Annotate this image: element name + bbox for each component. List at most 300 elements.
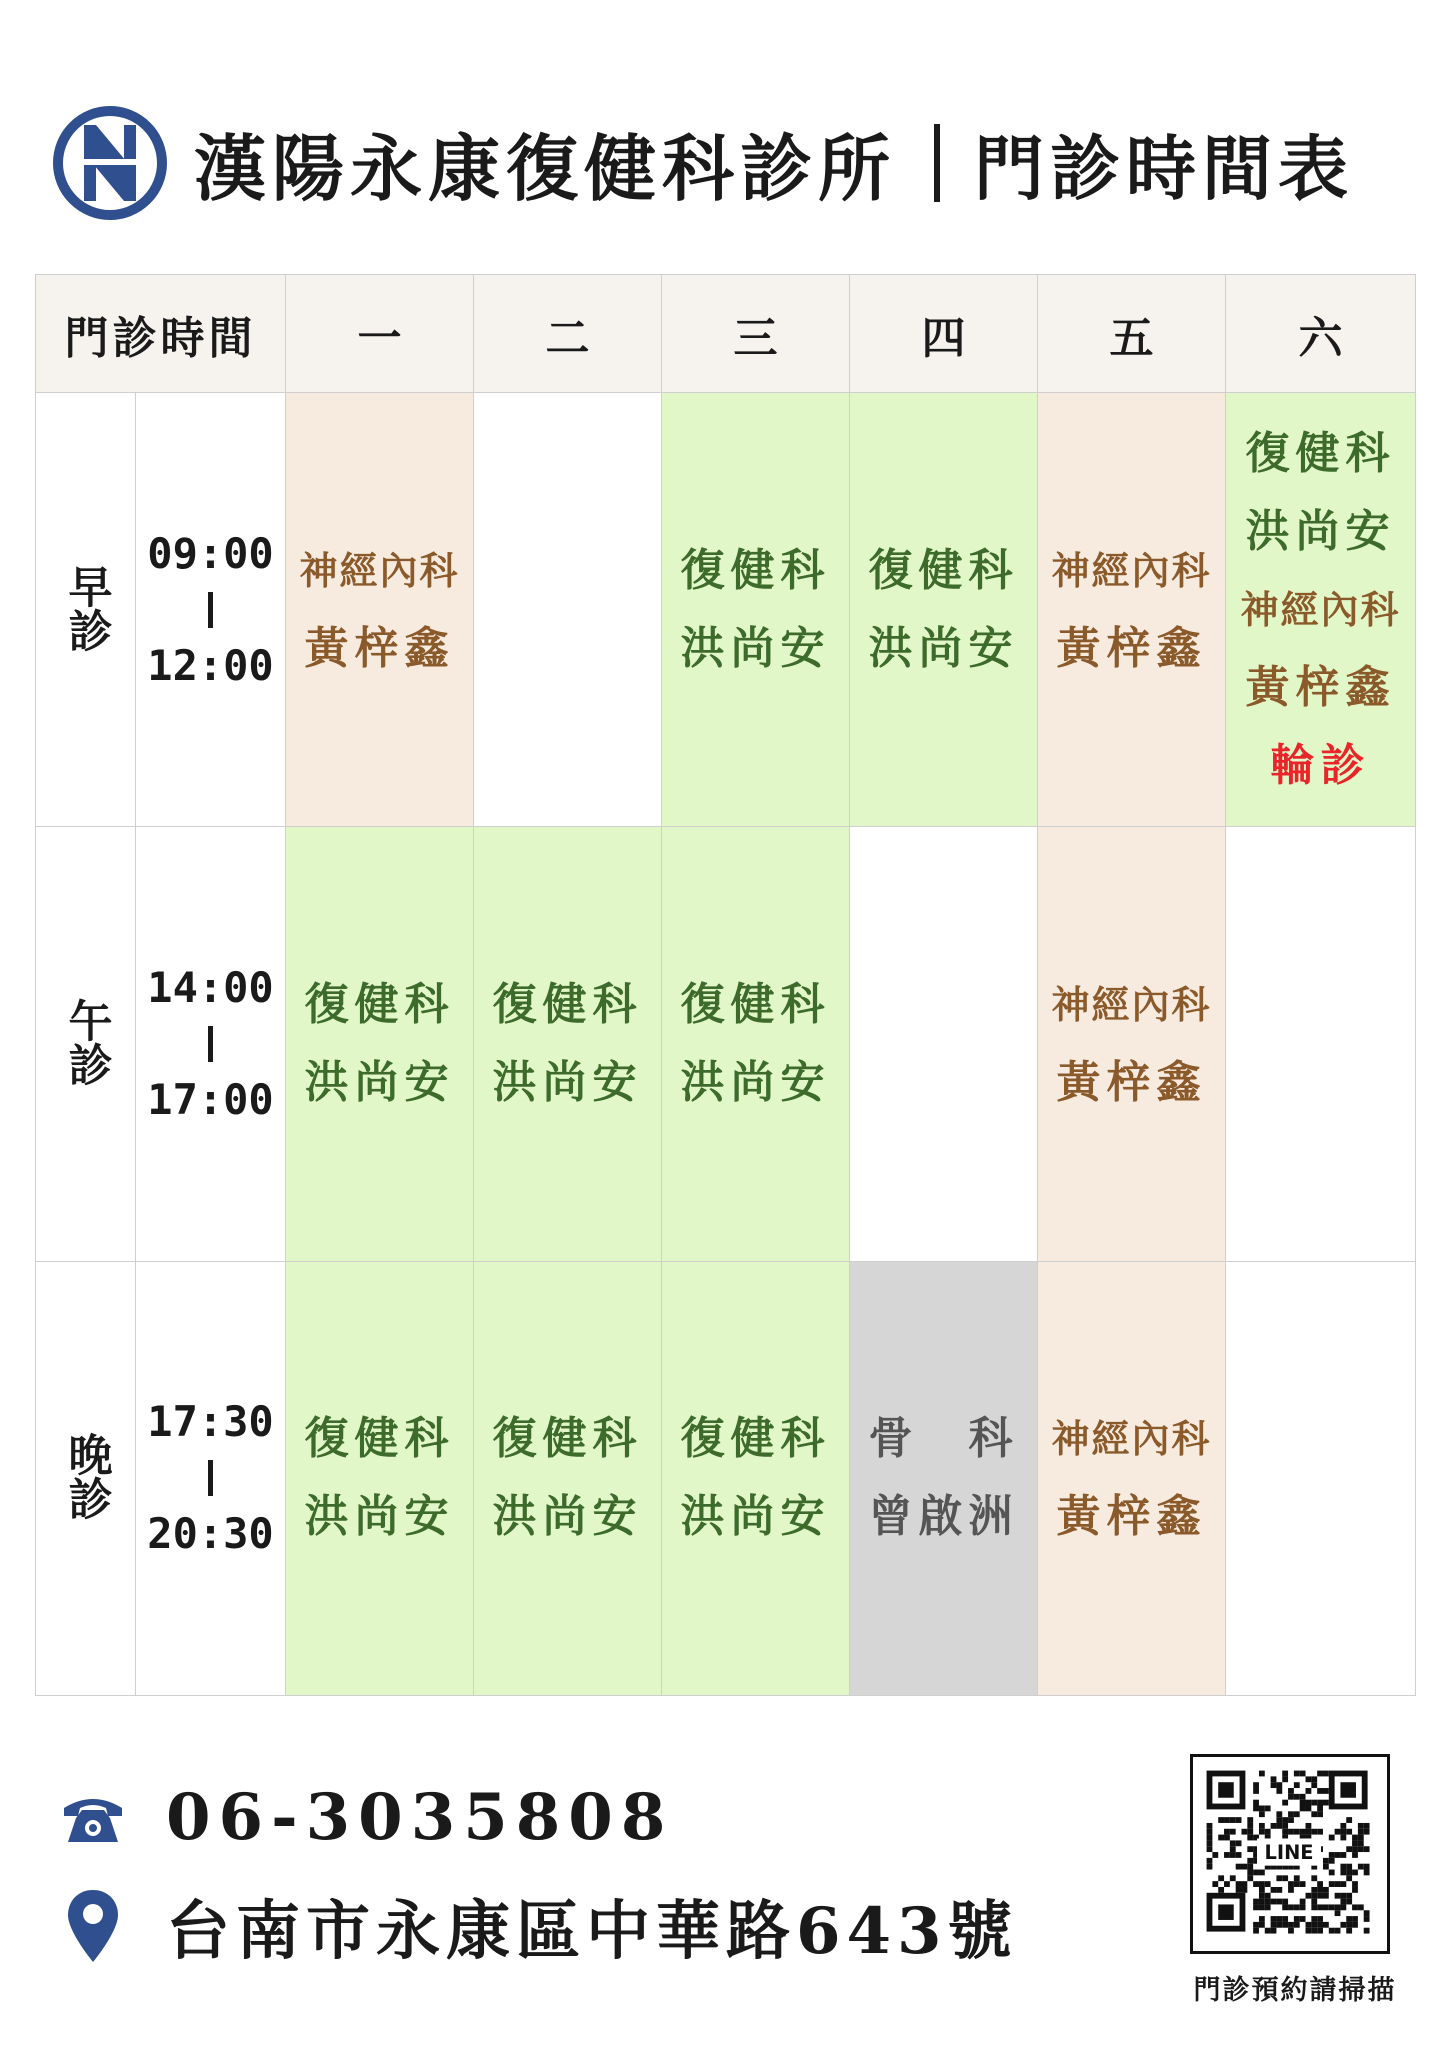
- session-label: 晚診: [60, 1432, 112, 1521]
- qr-module: [1340, 1899, 1346, 1905]
- qr-module: [1207, 1846, 1213, 1852]
- qr-module: [1352, 1887, 1358, 1893]
- qr-module: [1212, 1852, 1218, 1858]
- session-label-cell: [36, 1261, 136, 1695]
- qr-module: [1317, 1806, 1323, 1812]
- qr-module: [1288, 1794, 1294, 1800]
- qr-module: [1306, 1823, 1312, 1829]
- title-divider: [934, 124, 940, 202]
- day-header: 一: [286, 275, 474, 393]
- qr-module: [1259, 1899, 1265, 1905]
- qr-module: [1288, 1904, 1294, 1910]
- qr-module: [1265, 1829, 1271, 1835]
- qr-module: [1352, 1916, 1358, 1922]
- qr-module: [1282, 1823, 1288, 1829]
- qr-module: [1282, 1771, 1288, 1777]
- doctor-name: 洪尚安: [304, 1056, 455, 1108]
- doctor-name: 黃梓鑫: [1056, 1056, 1207, 1108]
- qr-module: [1364, 1846, 1370, 1852]
- qr-module: [1294, 1904, 1300, 1910]
- qr-module: [1323, 1893, 1329, 1899]
- qr-module: [1265, 1928, 1271, 1934]
- qr-module: [1294, 1922, 1300, 1928]
- qr-module: [1271, 1916, 1277, 1922]
- rotation-note: 輪診: [1270, 739, 1371, 791]
- qr-module: [1212, 1881, 1218, 1887]
- session-label-cell: [36, 393, 136, 827]
- map-pin-icon: [66, 1888, 120, 1964]
- schedule-cell: [474, 827, 662, 1261]
- qr-module: [1323, 1922, 1329, 1928]
- qr-module: [1236, 1817, 1242, 1823]
- clinic-name: 漢陽永康復健科診所: [194, 126, 897, 211]
- start-time: 09:00: [147, 528, 274, 578]
- qr-module: [1253, 1922, 1259, 1928]
- qr-module: [1346, 1922, 1352, 1928]
- qr-module: [1282, 1916, 1288, 1922]
- qr-module: [1340, 1870, 1346, 1876]
- qr-module: [1294, 1782, 1300, 1788]
- qr-module: [1364, 1916, 1370, 1922]
- qr-module: [1253, 1806, 1259, 1812]
- qr-line-label: LINE: [1264, 1840, 1314, 1864]
- department: 復健科: [680, 1413, 831, 1465]
- qr-module: [1346, 1846, 1352, 1852]
- qr-module: [1276, 1899, 1282, 1905]
- qr-module: [1259, 1823, 1265, 1829]
- qr-module: [1259, 1811, 1265, 1817]
- session-row-afternoon: [36, 827, 1416, 1261]
- qr-module: [1346, 1928, 1352, 1934]
- schedule-cell: [1038, 393, 1226, 827]
- qr-module: [1271, 1823, 1277, 1829]
- qr-module: [1335, 1852, 1341, 1858]
- qr-module: [1236, 1840, 1242, 1846]
- qr-module: [1311, 1922, 1317, 1928]
- qr-module: [1346, 1829, 1352, 1835]
- qr-module: [1282, 1817, 1288, 1823]
- qr-module: [1218, 1835, 1224, 1841]
- schedule-cell: [850, 393, 1038, 827]
- time-range: [136, 827, 286, 1261]
- qr-module: [1346, 1893, 1352, 1899]
- qr-module: [1352, 1881, 1358, 1887]
- qr-module: [1311, 1899, 1317, 1905]
- qr-module: [1265, 1899, 1271, 1905]
- header-row: [36, 275, 1416, 393]
- qr-module: [1358, 1823, 1364, 1829]
- doctor-name: 洪尚安: [492, 1491, 643, 1543]
- qr-module: [1271, 1776, 1277, 1782]
- qr-module: [1352, 1870, 1358, 1876]
- qr-module: [1317, 1928, 1323, 1934]
- qr-module: [1230, 1817, 1236, 1823]
- qr-module: [1300, 1916, 1306, 1922]
- qr-module: [1288, 1811, 1294, 1817]
- qr-module: [1259, 1916, 1265, 1922]
- qr-module: [1276, 1875, 1282, 1881]
- qr-module: [1294, 1794, 1300, 1800]
- qr-module: [1364, 1928, 1370, 1934]
- doctor-name: 洪尚安: [304, 1491, 455, 1543]
- day-header: 二: [474, 275, 662, 393]
- qr-module: [1253, 1904, 1259, 1910]
- qr-module: [1282, 1904, 1288, 1910]
- qr-module: [1340, 1829, 1346, 1835]
- qr-module: [1276, 1788, 1282, 1794]
- line-qr-code[interactable]: [1190, 1754, 1390, 1954]
- department: 復健科: [680, 544, 831, 596]
- schedule-cell: [1038, 827, 1226, 1261]
- qr-module: [1247, 1846, 1253, 1852]
- department: 復健科: [304, 978, 455, 1030]
- qr-module: [1317, 1771, 1323, 1777]
- qr-module: [1335, 1904, 1341, 1910]
- time-dash: [208, 592, 213, 628]
- qr-module: [1282, 1875, 1288, 1881]
- qr-module: [1247, 1829, 1253, 1835]
- qr-module: [1207, 1840, 1213, 1846]
- start-time: 14:00: [147, 962, 274, 1012]
- qr-module: [1300, 1771, 1306, 1777]
- qr-module: [1358, 1904, 1364, 1910]
- qr-module: [1276, 1811, 1282, 1817]
- qr-module: [1259, 1887, 1265, 1893]
- qr-module: [1294, 1771, 1300, 1777]
- qr-module: [1323, 1788, 1329, 1794]
- phone-icon: [60, 1788, 126, 1848]
- qr-module: [1323, 1904, 1329, 1910]
- qr-module: [1329, 1928, 1335, 1934]
- qr-module: [1247, 1864, 1253, 1870]
- doctor-name: 黃梓鑫: [1056, 1491, 1207, 1543]
- qr-module: [1282, 1776, 1288, 1782]
- day-header: 五: [1038, 275, 1226, 393]
- qr-module: [1259, 1771, 1265, 1777]
- qr-module: [1282, 1899, 1288, 1905]
- qr-module: [1276, 1817, 1282, 1823]
- qr-module: [1271, 1887, 1277, 1893]
- qr-module: [1207, 1864, 1213, 1870]
- qr-module: [1224, 1852, 1230, 1858]
- qr-module: [1259, 1806, 1265, 1812]
- qr-module: [1242, 1881, 1248, 1887]
- qr-module: [1340, 1823, 1346, 1829]
- qr-module: [1364, 1870, 1370, 1876]
- qr-module: [1340, 1881, 1346, 1887]
- qr-module: [1300, 1794, 1306, 1800]
- schedule-cell: [1038, 1261, 1226, 1695]
- qr-module: [1346, 1870, 1352, 1876]
- end-time: 17:00: [147, 1074, 274, 1124]
- qr-module: [1300, 1904, 1306, 1910]
- qr-module: [1259, 1904, 1265, 1910]
- qr-module: [1236, 1881, 1242, 1887]
- qr-module: [1317, 1788, 1323, 1794]
- department: 復健科: [1245, 427, 1396, 479]
- qr-module: [1253, 1899, 1259, 1905]
- qr-module: [1364, 1910, 1370, 1916]
- qr-module: [1282, 1922, 1288, 1928]
- doctor-name: 黃梓鑫: [304, 622, 455, 674]
- doctor-name: 曾啟洲: [868, 1491, 1019, 1543]
- qr-module: [1358, 1846, 1364, 1852]
- qr-module: [1329, 1835, 1335, 1841]
- qr-module: [1253, 1800, 1259, 1806]
- doctor-name: 洪尚安: [680, 1491, 831, 1543]
- qr-module: [1294, 1811, 1300, 1817]
- session-label-cell: [36, 827, 136, 1261]
- qr-module: [1358, 1835, 1364, 1841]
- qr-module: [1207, 1829, 1213, 1835]
- qr-module: [1329, 1870, 1335, 1876]
- qr-module: [1288, 1881, 1294, 1887]
- start-time: 17:30: [147, 1397, 274, 1447]
- qr-module: [1247, 1858, 1253, 1864]
- qr-module: [1317, 1904, 1323, 1910]
- qr-module: [1218, 1875, 1224, 1881]
- qr-module: [1247, 1835, 1253, 1841]
- qr-module: [1329, 1858, 1335, 1864]
- qr-module: [1271, 1922, 1277, 1928]
- doctor-name: 洪尚安: [1245, 505, 1396, 557]
- qr-module: [1352, 1835, 1358, 1841]
- qr-module: [1300, 1881, 1306, 1887]
- schedule-cell: [286, 1261, 474, 1695]
- qr-module: [1265, 1806, 1271, 1812]
- qr-module: [1311, 1829, 1317, 1835]
- qr-module: [1329, 1904, 1335, 1910]
- qr-module: [1306, 1928, 1312, 1934]
- qr-module: [1323, 1887, 1329, 1893]
- qr-module: [1288, 1788, 1294, 1794]
- qr-module: [1300, 1829, 1306, 1835]
- qr-module: [1218, 1887, 1224, 1893]
- schedule-cell-rotation: [1226, 393, 1416, 827]
- doctor-name: 洪尚安: [680, 1056, 831, 1108]
- qr-module: [1335, 1829, 1341, 1835]
- qr-module: [1317, 1887, 1323, 1893]
- qr-module: [1253, 1881, 1259, 1887]
- qr-module: [1346, 1864, 1352, 1870]
- qr-module: [1306, 1776, 1312, 1782]
- qr-module: [1323, 1864, 1329, 1870]
- department: 復健科: [680, 978, 831, 1030]
- qr-module: [1340, 1922, 1346, 1928]
- qr-module: [1364, 1829, 1370, 1835]
- qr-module: [1288, 1928, 1294, 1934]
- qr-module: [1294, 1916, 1300, 1922]
- qr-module: [1271, 1928, 1277, 1934]
- qr-module: [1323, 1858, 1329, 1864]
- qr-module: [1346, 1875, 1352, 1881]
- qr-module: [1253, 1788, 1259, 1794]
- qr-module: [1230, 1846, 1236, 1852]
- qr-module: [1247, 1870, 1253, 1876]
- qr-module: [1294, 1829, 1300, 1835]
- qr-module: [1346, 1899, 1352, 1905]
- doctor-name: 洪尚安: [680, 622, 831, 674]
- qr-module: [1311, 1776, 1317, 1782]
- qr-module: [1282, 1800, 1288, 1806]
- qr-module: [1317, 1811, 1323, 1817]
- department: 復健科: [304, 1413, 455, 1465]
- qr-module: [1242, 1864, 1248, 1870]
- qr-module: [1317, 1916, 1323, 1922]
- qr-module: [1317, 1881, 1323, 1887]
- qr-module: [1335, 1881, 1341, 1887]
- day-header: 三: [662, 275, 850, 393]
- qr-module: [1358, 1829, 1364, 1835]
- qr-module: [1265, 1904, 1271, 1910]
- qr-module: [1352, 1904, 1358, 1910]
- qr-module: [1236, 1864, 1242, 1870]
- department: 復健科: [492, 978, 643, 1030]
- schedule-cell: [286, 393, 474, 827]
- schedule-cell-empty: [474, 393, 662, 827]
- address: 台南市永康區中華路643號: [166, 1894, 1018, 1969]
- schedule-cell: [850, 1261, 1038, 1695]
- qr-module: [1253, 1870, 1259, 1876]
- qr-module: [1317, 1829, 1323, 1835]
- qr-module: [1242, 1829, 1248, 1835]
- qr-module: [1288, 1829, 1294, 1835]
- qr-module: [1282, 1829, 1288, 1835]
- schedule-cell: [662, 393, 850, 827]
- qr-module: [1259, 1881, 1265, 1887]
- qr-module: [1329, 1881, 1335, 1887]
- qr-code-image: [1193, 1757, 1387, 1951]
- department: 神經內科: [299, 547, 460, 593]
- qr-module: [1276, 1782, 1282, 1788]
- qr-module: [1335, 1893, 1341, 1899]
- qr-module: [1335, 1910, 1341, 1916]
- department: 神經內科: [1051, 547, 1212, 593]
- qr-module: [1247, 1823, 1253, 1829]
- day-header: 六: [1226, 275, 1416, 393]
- qr-module: [1230, 1852, 1236, 1858]
- schedule-cell-empty: [850, 827, 1038, 1261]
- qr-caption: 門診預約請掃描: [1193, 1975, 1397, 2006]
- page-title: 門診時間表: [974, 126, 1355, 210]
- qr-module: [1340, 1893, 1346, 1899]
- qr-module: [1276, 1916, 1282, 1922]
- session-row-morning: [36, 393, 1416, 827]
- phone-number[interactable]: 06-3035808: [166, 1780, 674, 1855]
- qr-module: [1271, 1782, 1277, 1788]
- contact-phone: [60, 1780, 673, 1855]
- qr-module: [1276, 1922, 1282, 1928]
- contact-address: [66, 1880, 1018, 1972]
- session-label: 早診: [60, 563, 112, 652]
- qr-module: [1259, 1829, 1265, 1835]
- clinic-logo: [50, 103, 170, 223]
- qr-module: [1311, 1904, 1317, 1910]
- department: 神經內科: [1051, 981, 1212, 1027]
- doctor-name: 黃梓鑫: [1056, 622, 1207, 674]
- qr-module: [1300, 1800, 1306, 1806]
- qr-module: [1207, 1823, 1213, 1829]
- qr-module: [1311, 1916, 1317, 1922]
- qr-module: [1247, 1817, 1253, 1823]
- qr-module: [1311, 1887, 1317, 1893]
- qr-module: [1276, 1823, 1282, 1829]
- time-range: [136, 393, 286, 827]
- qr-module: [1259, 1922, 1265, 1928]
- page-header: [50, 98, 1410, 228]
- qr-module: [1352, 1922, 1358, 1928]
- qr-module: [1288, 1922, 1294, 1928]
- qr-module: [1358, 1840, 1364, 1846]
- qr-module: [1300, 1806, 1306, 1812]
- time-dash: [208, 1026, 213, 1062]
- qr-module: [1340, 1864, 1346, 1870]
- schedule-cell-empty: [1226, 1261, 1416, 1695]
- qr-module: [1323, 1771, 1329, 1777]
- qr-module: [1224, 1817, 1230, 1823]
- qr-module: [1352, 1840, 1358, 1846]
- qr-module: [1311, 1782, 1317, 1788]
- department: 復健科: [492, 1413, 643, 1465]
- session-label: 午診: [60, 997, 112, 1086]
- qr-module: [1207, 1835, 1213, 1841]
- qr-module: [1236, 1887, 1242, 1893]
- department: 神經內科: [1051, 1416, 1212, 1462]
- qr-module: [1218, 1817, 1224, 1823]
- qr-module: [1224, 1881, 1230, 1887]
- qr-module: [1352, 1846, 1358, 1852]
- qr-module: [1230, 1875, 1236, 1881]
- qr-module: [1259, 1893, 1265, 1899]
- qr-module: [1346, 1916, 1352, 1922]
- qr-module: [1242, 1887, 1248, 1893]
- end-time: 12:00: [147, 640, 274, 690]
- qr-module: [1300, 1899, 1306, 1905]
- doctor-name: 洪尚安: [492, 1056, 643, 1108]
- schedule-cell: [474, 1261, 662, 1695]
- session-row-evening: [36, 1261, 1416, 1695]
- qr-module: [1306, 1829, 1312, 1835]
- qr-module: [1224, 1829, 1230, 1835]
- qr-module: [1317, 1922, 1323, 1928]
- corner-label: 門診時間: [36, 275, 286, 393]
- qr-module: [1364, 1823, 1370, 1829]
- qr-module: [1230, 1840, 1236, 1846]
- schedule-table: [35, 274, 1416, 1696]
- end-time: 20:30: [147, 1509, 274, 1559]
- qr-module: [1311, 1875, 1317, 1881]
- qr-module: [1311, 1928, 1317, 1934]
- qr-module: [1317, 1800, 1323, 1806]
- qr-module: [1335, 1928, 1341, 1934]
- qr-module: [1306, 1788, 1312, 1794]
- qr-module: [1306, 1922, 1312, 1928]
- qr-module: [1317, 1893, 1323, 1899]
- doctor-name-secondary: 黃梓鑫: [1245, 661, 1396, 713]
- qr-module: [1364, 1864, 1370, 1870]
- qr-module: [1306, 1806, 1312, 1812]
- qr-module: [1288, 1887, 1294, 1893]
- time-dash: [208, 1460, 213, 1496]
- qr-module: [1346, 1817, 1352, 1823]
- qr-module: [1323, 1800, 1329, 1806]
- schedule-cell: [662, 827, 850, 1261]
- qr-module: [1230, 1829, 1236, 1835]
- qr-module: [1340, 1835, 1346, 1841]
- qr-module: [1340, 1904, 1346, 1910]
- department: 骨 科: [868, 1413, 1019, 1465]
- qr-module: [1311, 1893, 1317, 1899]
